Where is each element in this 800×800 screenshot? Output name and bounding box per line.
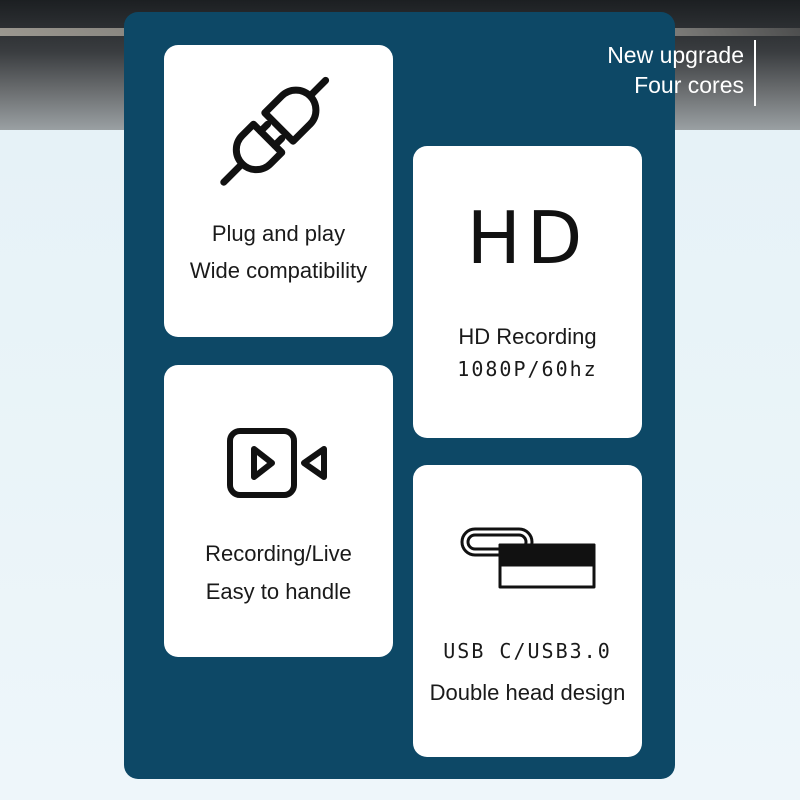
hd-line2: 1080P/60hz <box>457 357 598 381</box>
hd-badge: HD <box>466 196 589 280</box>
headline-line2: Four cores <box>634 72 744 98</box>
video-camera-icon <box>226 427 330 499</box>
usb-line2: Double head design <box>429 680 626 705</box>
recording-line1: Recording/Live <box>205 541 352 566</box>
recording-line2: Easy to handle <box>205 579 352 604</box>
feature-card-hd <box>413 146 642 438</box>
feature-card-plug <box>164 45 393 337</box>
hd-line1: HD Recording <box>458 324 597 349</box>
plug-icon <box>209 67 339 197</box>
plug-line2: Wide compatibility <box>189 258 368 283</box>
feature-card-recording <box>164 365 393 657</box>
usb-line1: USB C/USB3.0 <box>443 639 612 663</box>
headline-line1: New upgrade <box>607 42 744 68</box>
feature-card-usb <box>413 465 642 757</box>
headline <box>544 40 756 106</box>
plug-line1: Plug and play <box>211 221 346 246</box>
usb-connector-icon <box>458 525 598 595</box>
